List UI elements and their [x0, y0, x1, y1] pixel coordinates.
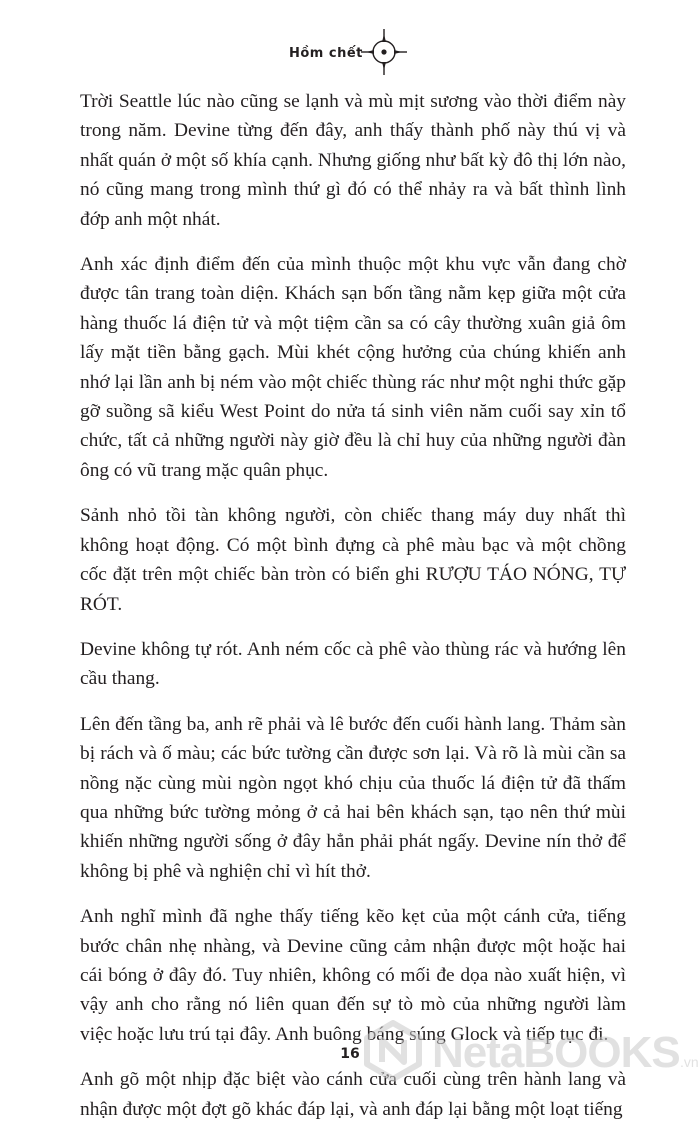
body-text: [80, 87, 626, 1140]
page-header: [0, 28, 700, 78]
paragraph: Anh gõ một nhịp đặc biệt vào cánh cửa cuối cùng trên hành lang và nhận được một đợt gõ khác đáp lại, và anh đáp lại bằng một loạt tiếng: [80, 1069, 626, 1120]
paragraph: Anh nghĩ mình đã nghe thấy tiếng kẽo kẹt của một cánh cửa, tiếng bước chân nhẹ nhàng, và Devine cũng cảm nhận được một hoặc hai cái bóng ở đây đó. Tuy nhiên, không có mối đe dọa nào xuất hiện, vì vậy anh cho rằng nó liên quan đến sự tò mò của những người làm việc hoặc lưu trú tại đây. Anh buông báng súng Glock và tiếp tục đi.: [80, 906, 626, 1045]
page-number: 16: [340, 1046, 360, 1062]
netabooks-logo-icon: [362, 1020, 424, 1082]
watermark-text: NetaBOOKS: [432, 1028, 680, 1077]
paragraph: Lên đến tầng ba, anh rẽ phải và lê bước đến cuối hành lang. Thảm sàn bị rách và ố màu; các bức tường cần được sơn lại. Và rõ là mùi cần sa nồng nặc cùng mùi ngòn ngọt khó chịu của thuốc lá điện tử đã thấm qua những bức tường mỏng ở cả hai bên khách sạn, tạo nên thứ mùi khiến những người sống ở đây hẳn phải phát ngấy. Devine nín thở để không bị phê và nghiện chỉ vì hít thở.: [80, 713, 626, 882]
watermark: [362, 1018, 700, 1088]
crosshair-icon: [360, 28, 408, 76]
watermark-tld: .vn: [680, 1054, 699, 1070]
running-head: Hồm chết: [289, 46, 363, 61]
paragraph: Trời Seattle lúc nào cũng se lạnh và mù mịt sương vào thời điểm này trong năm. Devine từng đến đây, anh thấy thành phố này thú vị và nhất quán ở một số khía cạnh. Nhưng giống như bất kỳ đô thị lớn nào, nó cũng mang trong mình thứ gì đó có thể nhảy ra và bất thình lình đớp anh một nhát.: [80, 91, 626, 230]
paragraph: Anh xác định điểm đến của mình thuộc một khu vực vẫn đang chờ được tân trang toàn diện. Khách sạn bốn tầng nằm kẹp giữa một cửa hàng thuốc lá điện tử và một tiệm cần sa có cây thường xuân giả ôm lấy mặt tiền bằng gạch. Mùi khét cộng hưởng của chúng khiến anh nhớ lại lần anh bị ném vào một chiếc thùng rác như một nghi thức gặp gỡ suồng sã kiểu West Point do nửa tá sinh viên năm cuối say xỉn tổ chức, tất cả những người này giờ đều là chỉ huy của những người đàn ông có vũ trang mặc quân phục.: [80, 254, 626, 481]
paragraph: Sảnh nhỏ tồi tàn không người, còn chiếc thang máy duy nhất thì không hoạt động. Có một bình đựng cà phê màu bạc và một chồng cốc đặt trên một chiếc bàn tròn có biển ghi RƯỢU TÁO NÓNG, TỰ RÓT.: [80, 505, 626, 615]
paragraph: Devine không tự rót. Anh ném cốc cà phê vào thùng rác và hướng lên cầu thang.: [80, 638, 626, 690]
